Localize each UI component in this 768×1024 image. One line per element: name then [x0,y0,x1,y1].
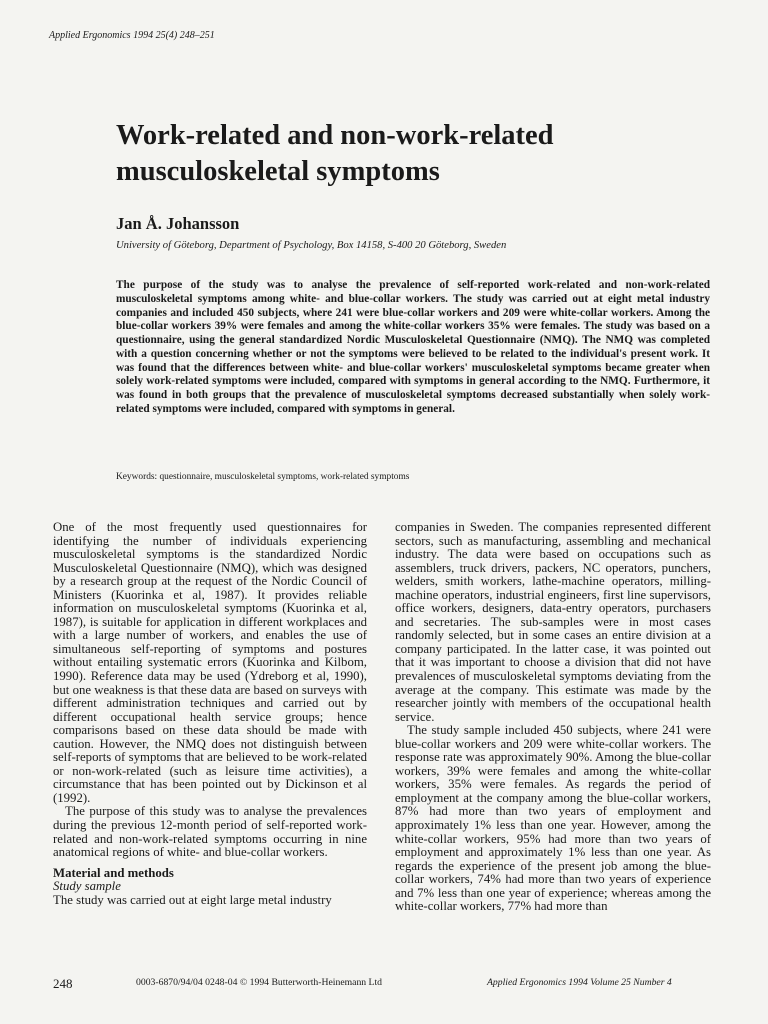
abstract: The purpose of the study was to analyse the prevalence of self-reported work-related and non-work-related musculoskeletal symptoms among white- and blue-collar workers. The study was carried out at eight metal industry companies and included 450 subjects, where 241 were blue-collar workers and 209 were white-collar workers. Among the blue-collar workers 39% were females and among the white-collar workers 35% were females. The study was based on a questionnaire, using the general standardized Nordic Musculoskeletal Questionnaire (NMQ). The NMQ was completed with a question concerning whether or not the symptoms were believed to be related to the individual's present work. It was found that the differences between white- and blue-collar workers' musculoskeletal symptoms became greater when solely work-related symptoms were included, compared with symptoms in general according to the NMQ. Furthermore, it was found in both groups that the prevalence of musculoskeletal symptoms decreased substantially when solely work-related symptoms were included, compared with symptoms in general. [116,279,710,415]
intro-paragraph-2: The purpose of this study was to analyse the prevalences during the previous 12-month period of self-reported work-related and non-work-related symptoms occurring in nine anatomical regions of white- and blue-collar workers. [53,804,367,860]
page-number: 248 [53,976,73,991]
subsection-heading-study-sample: Study sample [53,879,121,894]
keywords: Keywords: questionnaire, musculoskeletal symptoms, work-related symptoms [116,472,410,482]
methods-paragraph-continued: companies in Sweden. The companies represented different sectors, such as manufacturing, assembling and mechanical industry. The data were based on occupations such as assemblers, truck drivers, packers, NC operators, punchers, welders, smith workers, lathe-machine operators, milling-machine operators, industrial engineers, first line supervisors, office workers, designers, data-entry operators, purchasers and secretaries. The sub-samples were in most cases randomly selected, but in some cases an entire division at a company participated. In the latter case, it was pointed out that it was important to choose a division that did not have prevalences of musculoskeletal symptoms deviating from the average at the company. This estimate was made by the researcher jointly with members of the occupational health service. [395,520,711,724]
section-heading-methods: Material and methods [53,865,174,880]
author-name: Jan Å. Johansson [116,214,240,233]
methods-paragraph-2: The study sample included 450 subjects, where 241 were blue-collar workers and 209 were white-collar workers. The response rate was approximately 90%. Among the blue-collar workers, 39% were females and among the white-collar workers, 35% were females. As regards the period of employment at the company among the blue-collar workers, 87% had more than two years of employment and approximately 1% less than one year. However, among the white-collar workers, 95% had more than two years of employment and approximately 1% less than one year. As regards the experience of the present job among the blue-collar workers, 74% had more than two years of experience and 7% less than one year of experience; whereas among the white-collar workers, 77% had more than [395,723,711,914]
left-column [53,521,367,907]
author-affiliation: University of Göteborg, Department of Psychology, Box 14158, S-400 20 Göteborg, Sweden [116,240,507,251]
intro-paragraph-1: One of the most frequently used questionnaires for identifying the number of individuals experiencing musculoskeletal symptoms is the standardized Nordic Musculoskeletal Questionnaire (NMQ), which was designed by a research group at the request of the Nordic Council of Ministers (Kuorinka et al, 1987). It provides reliable information on musculoskeletal symptoms (Kuorinka et al, 1987), is suitable for application in different workplaces and with a large number of workers, and enables the use of simultaneous self-reporting of symptoms and postures without entailing systematic errors (Kuorinka and Kilbom, 1990). Reference data may be used (Ydreborg et al, 1990), but one weakness is that these data are based on surveys with different administration techniques and carried out by different occupational health service groups; hence comparisons based on these data should be made with caution. However, the NMQ does not distinguish between self-reports of symptoms that are believed to be work-related or non-work-related (such as leisure time activities), a circumstance that has been pointed out by Dickinson et al (1992). [53,520,367,805]
methods-paragraph-1: The study was carried out at eight large metal industry [53,892,332,907]
journal-footer: Applied Ergonomics 1994 Volume 25 Number 4 [487,977,672,988]
right-column [395,521,711,914]
copyright-line: 0003-6870/94/04 0248-04 © 1994 Butterworth-Heinemann Ltd [136,977,383,988]
article-title: Work-related and non-work-related musculoskeletal symptoms [116,120,554,187]
running-head: Applied Ergonomics 1994 25(4) 248–251 [49,30,215,41]
